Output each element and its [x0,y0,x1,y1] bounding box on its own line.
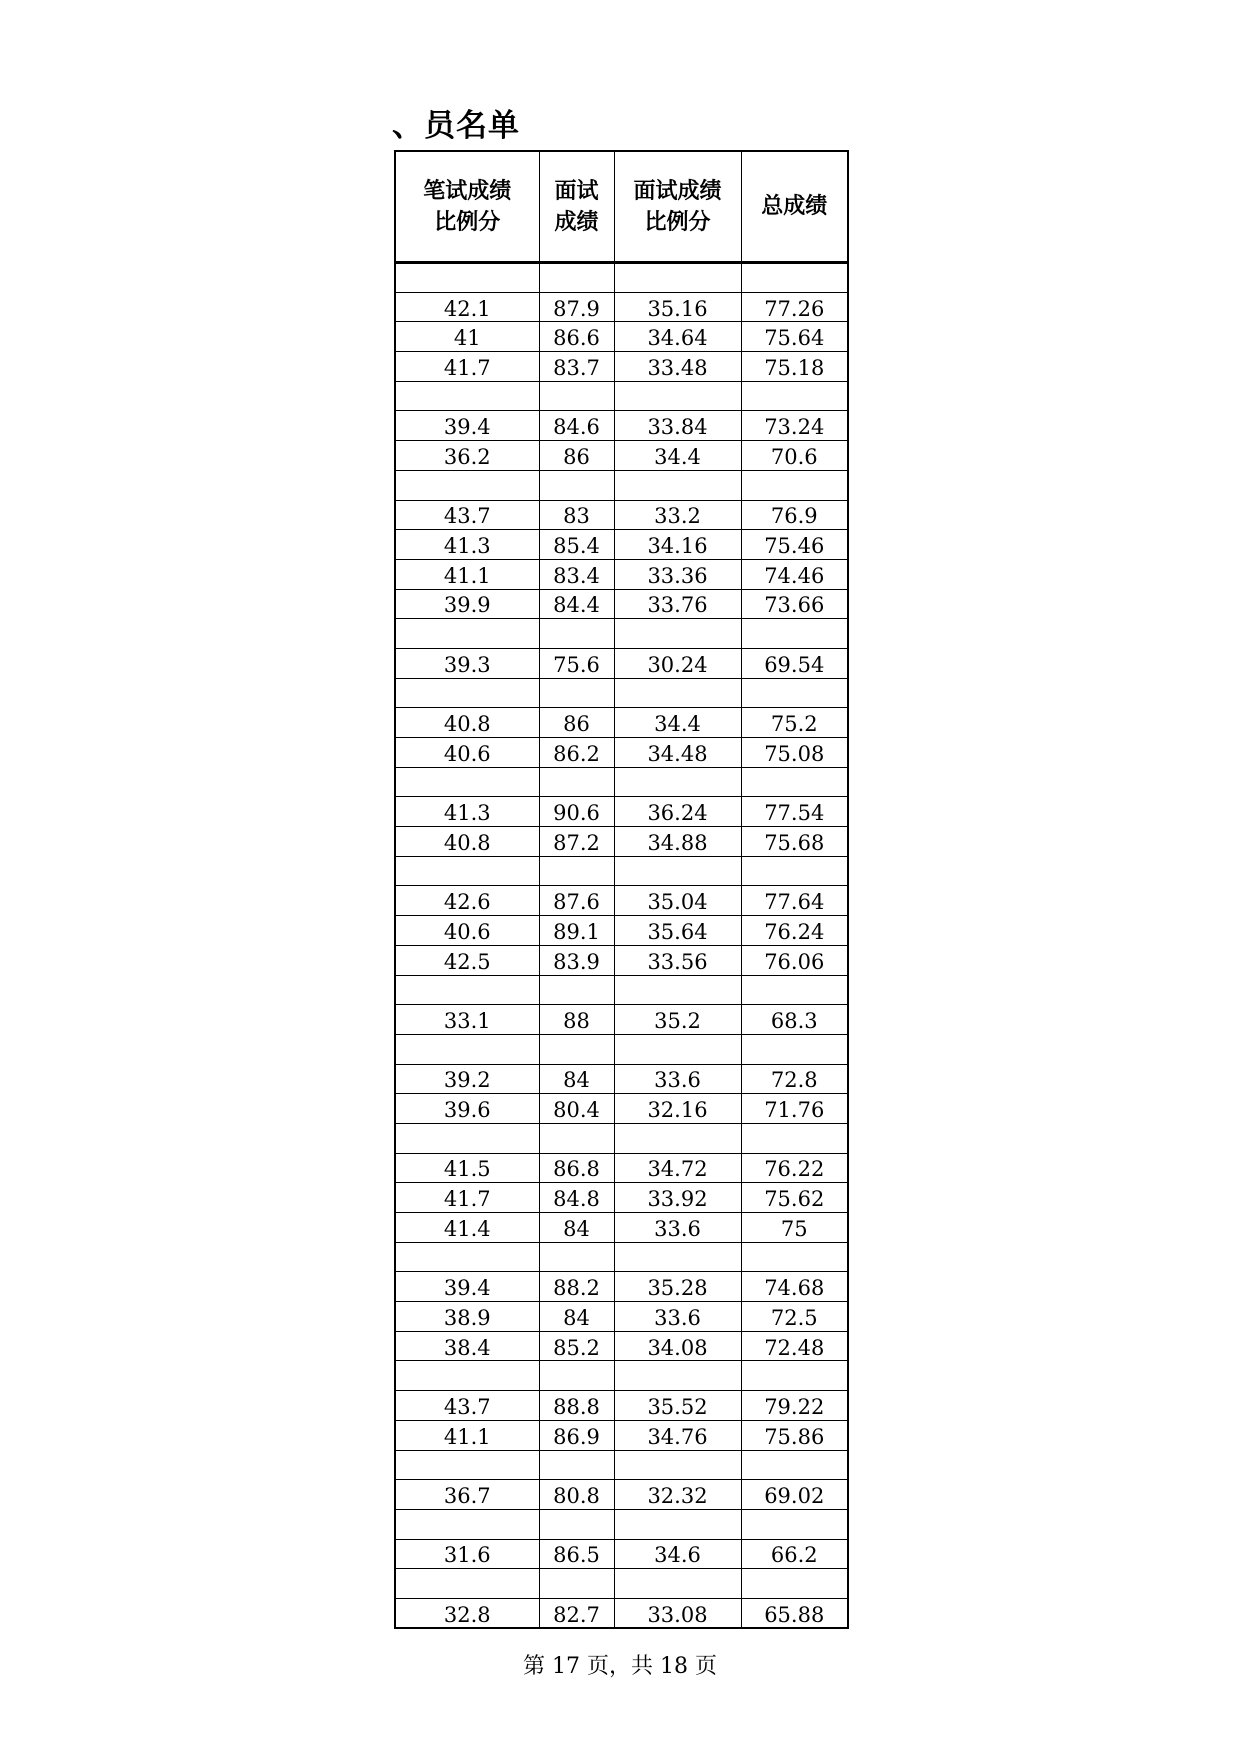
interview-ratio-cell [614,263,741,293]
interview-ratio-cell: 35.16 [614,292,741,322]
interview-ratio-cell: 33.56 [614,945,741,975]
written-ratio-cell: 32.8 [395,1598,539,1628]
header-row [395,151,848,263]
interview-score-cell [539,678,614,708]
interview-ratio-cell [614,381,741,411]
interview-ratio-cell: 34.4 [614,441,741,471]
written-ratio-cell: 42.1 [395,292,539,322]
total-score-cell: 77.26 [741,292,848,322]
total-score-cell: 75.18 [741,352,848,382]
interview-score-cell [539,263,614,293]
interview-score-cell: 82.7 [539,1598,614,1628]
total-score-cell: 77.64 [741,886,848,916]
total-score-cell: 75 [741,1213,848,1243]
table-row [395,530,848,560]
table-row [395,797,848,827]
table-row [395,1391,848,1421]
total-score-cell [741,1509,848,1539]
total-score-cell: 75.62 [741,1183,848,1213]
group-separator-row [395,1034,848,1064]
group-separator-row [395,1123,848,1153]
interview-ratio-cell: 35.64 [614,916,741,946]
written-ratio-cell: 38.4 [395,1331,539,1361]
total-score-cell [741,1569,848,1599]
interview-score-cell [539,1123,614,1153]
interview-ratio-cell [614,1123,741,1153]
written-ratio-cell [395,1450,539,1480]
written-ratio-cell [395,1509,539,1539]
written-ratio-cell: 40.8 [395,827,539,857]
table-row [395,322,848,352]
interview-score-cell [539,975,614,1005]
group-separator-row [395,1242,848,1272]
table-row [395,411,848,441]
group-separator-row [395,1569,848,1599]
table-row [395,827,848,857]
interview-ratio-cell [614,975,741,1005]
interview-score-cell: 88.8 [539,1391,614,1421]
interview-score-cell: 80.8 [539,1480,614,1510]
written-ratio-cell: 39.4 [395,1272,539,1302]
interview-ratio-cell: 33.08 [614,1598,741,1628]
interview-score-cell: 87.9 [539,292,614,322]
group-separator-row [395,1361,848,1391]
interview-ratio-cell: 32.16 [614,1094,741,1124]
total-score-cell: 72.8 [741,1064,848,1094]
written-ratio-cell: 41.7 [395,352,539,382]
total-score-cell: 76.06 [741,945,848,975]
written-ratio-cell: 41.7 [395,1183,539,1213]
table-row [395,1539,848,1569]
group-separator-row [395,619,848,649]
table-row [395,589,848,619]
interview-ratio-cell: 35.28 [614,1272,741,1302]
interview-score-cell: 84 [539,1302,614,1332]
interview-ratio-cell: 33.2 [614,500,741,530]
interview-score-cell [539,1242,614,1272]
table-row [395,886,848,916]
written-ratio-cell: 43.7 [395,1391,539,1421]
table-row [395,1302,848,1332]
total-score-cell: 76.24 [741,916,848,946]
interview-score-cell: 84 [539,1064,614,1094]
interview-score-cell: 84.4 [539,589,614,619]
written-ratio-cell: 40.6 [395,916,539,946]
interview-ratio-cell: 33.48 [614,352,741,382]
interview-ratio-cell: 34.08 [614,1331,741,1361]
header-interview-score: 面试 成绩 [539,151,614,263]
interview-score-cell: 86 [539,708,614,738]
interview-score-cell: 83.4 [539,559,614,589]
total-score-cell [741,381,848,411]
total-score-cell: 75.68 [741,827,848,857]
written-ratio-cell: 39.3 [395,648,539,678]
table-body [395,263,848,1629]
interview-score-cell: 90.6 [539,797,614,827]
total-score-cell: 71.76 [741,1094,848,1124]
interview-score-cell: 86.9 [539,1420,614,1450]
written-ratio-cell: 36.7 [395,1480,539,1510]
interview-ratio-cell [614,678,741,708]
written-ratio-cell: 41.5 [395,1153,539,1183]
interview-score-cell: 84.6 [539,411,614,441]
interview-score-cell [539,619,614,649]
interview-ratio-cell: 33.92 [614,1183,741,1213]
interview-score-cell [539,1034,614,1064]
total-score-cell: 74.68 [741,1272,848,1302]
table-row [395,945,848,975]
written-ratio-cell: 41 [395,322,539,352]
written-ratio-cell [395,1034,539,1064]
group-separator-row [395,856,848,886]
interview-score-cell: 87.6 [539,886,614,916]
table-row [395,500,848,530]
total-score-cell: 70.6 [741,441,848,471]
written-ratio-cell: 33.1 [395,1005,539,1035]
interview-score-cell [539,1361,614,1391]
written-ratio-cell: 41.3 [395,530,539,560]
table-row [395,738,848,768]
total-score-cell: 73.66 [741,589,848,619]
interview-score-cell [539,381,614,411]
total-score-cell [741,1450,848,1480]
written-ratio-cell: 41.1 [395,1420,539,1450]
interview-ratio-cell: 32.32 [614,1480,741,1510]
written-ratio-cell: 39.4 [395,411,539,441]
interview-ratio-cell [614,1569,741,1599]
interview-score-cell [539,1569,614,1599]
table-row [395,1598,848,1628]
interview-ratio-cell: 33.6 [614,1064,741,1094]
table-row [395,1480,848,1510]
table-row [395,1064,848,1094]
interview-score-cell: 86.5 [539,1539,614,1569]
interview-ratio-cell [614,1361,741,1391]
written-ratio-cell: 36.2 [395,441,539,471]
interview-ratio-cell [614,1034,741,1064]
written-ratio-cell [395,381,539,411]
written-ratio-cell: 43.7 [395,500,539,530]
table-row [395,916,848,946]
table-row [395,1272,848,1302]
total-score-cell: 68.3 [741,1005,848,1035]
table-row [395,648,848,678]
written-ratio-cell: 41.1 [395,559,539,589]
written-ratio-cell [395,767,539,797]
written-ratio-cell: 40.6 [395,738,539,768]
interview-score-cell [539,767,614,797]
table-row [395,1005,848,1035]
written-ratio-cell [395,619,539,649]
table-row [395,559,848,589]
total-score-cell: 66.2 [741,1539,848,1569]
page-footer: 第 17 页，共 18 页 [523,1654,717,1679]
written-ratio-cell: 42.5 [395,945,539,975]
interview-score-cell: 86.8 [539,1153,614,1183]
interview-ratio-cell [614,856,741,886]
total-score-cell [741,767,848,797]
table-row [395,352,848,382]
interview-score-cell: 86 [539,441,614,471]
total-score-cell: 77.54 [741,797,848,827]
interview-score-cell [539,1509,614,1539]
page-title: 、员名单 [392,108,520,144]
total-score-cell: 75.2 [741,708,848,738]
interview-ratio-cell: 33.76 [614,589,741,619]
total-score-cell: 73.24 [741,411,848,441]
interview-score-cell: 75.6 [539,648,614,678]
total-score-cell [741,470,848,500]
total-score-cell: 69.54 [741,648,848,678]
header-total-score: 总成绩 [741,151,848,263]
table-row [395,1153,848,1183]
group-separator-row [395,767,848,797]
interview-score-cell [539,856,614,886]
header-written-ratio: 笔试成绩 比例分 [395,151,539,263]
written-ratio-cell: 38.9 [395,1302,539,1332]
interview-ratio-cell: 34.76 [614,1420,741,1450]
interview-score-cell: 89.1 [539,916,614,946]
interview-score-cell [539,1450,614,1480]
total-score-cell: 76.22 [741,1153,848,1183]
written-ratio-cell [395,1123,539,1153]
total-score-cell [741,856,848,886]
written-ratio-cell [395,678,539,708]
interview-score-cell [539,470,614,500]
interview-ratio-cell: 34.48 [614,738,741,768]
interview-ratio-cell: 34.88 [614,827,741,857]
total-score-cell [741,619,848,649]
written-ratio-cell [395,975,539,1005]
group-separator-row [395,678,848,708]
written-ratio-cell: 41.4 [395,1213,539,1243]
interview-ratio-cell: 34.64 [614,322,741,352]
interview-score-cell: 84.8 [539,1183,614,1213]
interview-ratio-cell: 33.6 [614,1302,741,1332]
interview-ratio-cell: 33.6 [614,1213,741,1243]
total-score-cell [741,1361,848,1391]
scores-table [394,150,849,1629]
table-row [395,441,848,471]
total-score-cell: 75.86 [741,1420,848,1450]
table-row [395,292,848,322]
total-score-cell: 65.88 [741,1598,848,1628]
interview-score-cell: 84 [539,1213,614,1243]
table-row [395,708,848,738]
group-separator-row [395,975,848,1005]
total-score-cell: 75.46 [741,530,848,560]
written-ratio-cell: 40.8 [395,708,539,738]
written-ratio-cell: 39.9 [395,589,539,619]
interview-ratio-cell: 34.72 [614,1153,741,1183]
group-separator-row [395,381,848,411]
interview-ratio-cell: 34.16 [614,530,741,560]
total-score-cell: 75.64 [741,322,848,352]
written-ratio-cell [395,470,539,500]
table-row [395,1213,848,1243]
interview-ratio-cell: 30.24 [614,648,741,678]
interview-ratio-cell: 33.36 [614,559,741,589]
interview-ratio-cell: 35.04 [614,886,741,916]
written-ratio-cell [395,263,539,293]
written-ratio-cell: 42.6 [395,886,539,916]
group-separator-row [395,263,848,293]
interview-ratio-cell [614,1242,741,1272]
total-score-cell: 69.02 [741,1480,848,1510]
total-score-cell [741,263,848,293]
total-score-cell: 72.48 [741,1331,848,1361]
table-row [395,1094,848,1124]
table-row [395,1183,848,1213]
total-score-cell [741,1034,848,1064]
written-ratio-cell: 39.2 [395,1064,539,1094]
total-score-cell [741,1123,848,1153]
header-interview-ratio: 面试成绩 比例分 [614,151,741,263]
interview-ratio-cell [614,470,741,500]
group-separator-row [395,1509,848,1539]
interview-ratio-cell [614,1509,741,1539]
total-score-cell [741,1242,848,1272]
written-ratio-cell: 39.6 [395,1094,539,1124]
interview-score-cell: 88.2 [539,1272,614,1302]
total-score-cell: 79.22 [741,1391,848,1421]
interview-score-cell: 83.7 [539,352,614,382]
interview-score-cell: 86.6 [539,322,614,352]
total-score-cell: 75.08 [741,738,848,768]
total-score-cell: 74.46 [741,559,848,589]
interview-ratio-cell: 34.6 [614,1539,741,1569]
interview-score-cell: 85.4 [539,530,614,560]
interview-ratio-cell: 34.4 [614,708,741,738]
written-ratio-cell: 41.3 [395,797,539,827]
interview-score-cell: 85.2 [539,1331,614,1361]
group-separator-row [395,470,848,500]
written-ratio-cell: 31.6 [395,1539,539,1569]
interview-score-cell: 88 [539,1005,614,1035]
interview-ratio-cell [614,767,741,797]
interview-ratio-cell [614,619,741,649]
interview-ratio-cell: 35.2 [614,1005,741,1035]
total-score-cell: 72.5 [741,1302,848,1332]
interview-score-cell: 83.9 [539,945,614,975]
table-row [395,1420,848,1450]
group-separator-row [395,1450,848,1480]
interview-score-cell: 87.2 [539,827,614,857]
interview-ratio-cell [614,1450,741,1480]
written-ratio-cell [395,1242,539,1272]
interview-ratio-cell: 36.24 [614,797,741,827]
written-ratio-cell [395,1569,539,1599]
interview-ratio-cell: 33.84 [614,411,741,441]
total-score-cell [741,678,848,708]
written-ratio-cell [395,1361,539,1391]
interview-score-cell: 83 [539,500,614,530]
interview-score-cell: 86.2 [539,738,614,768]
interview-score-cell: 80.4 [539,1094,614,1124]
interview-ratio-cell: 35.52 [614,1391,741,1421]
written-ratio-cell [395,856,539,886]
total-score-cell [741,975,848,1005]
total-score-cell: 76.9 [741,500,848,530]
table-row [395,1331,848,1361]
